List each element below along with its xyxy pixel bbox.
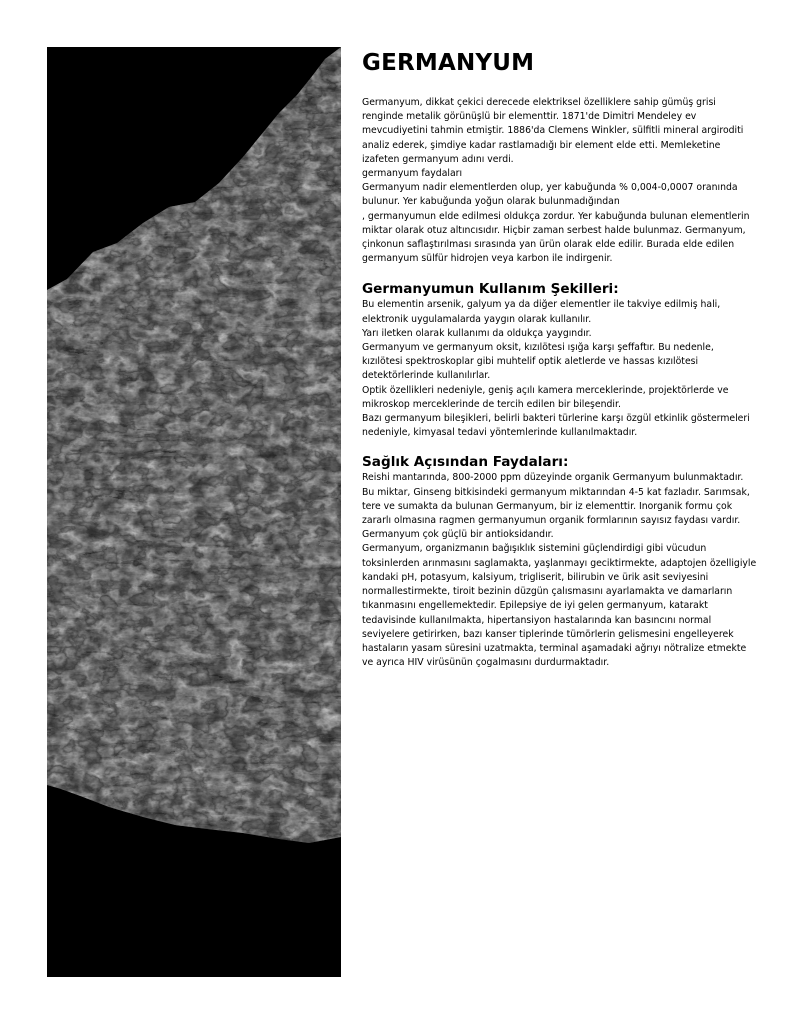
usage-paragraph: Optik özellikleri nedeniyle, geniş açılı kamera merceklerinde, projektörlerde ve mikroskop merceklerinde de tercih edilen bir bileşendir. (362, 384, 729, 410)
usage-paragraph: Yarı iletken olarak kullanımı da oldukça yaygındır. (362, 327, 592, 339)
section-heading-health: Sağlık Açısından Faydaları: (362, 454, 569, 471)
intro-paragraph: , germanyumun elde edilmesi oldukça zordur. Yer kabuğunda bulunan elementlerin miktar olarak otuz altıncısıdır. Hiçbir zaman serbest halde bulunmaz. Germanyum, çinkonun saflaştırılması sırasında yan ürün olarak elde edilir. Burada elde edilen germanyum sülfür hidrojen veya karbon ile indirgenir. (362, 210, 750, 265)
intro-paragraph: Germanyum, dikkat çekici derecede elektriksel özelliklere sahip gümüş grisi renginde metalik görünüşlü bir elementtir. 1871'de Dimitri Mendeley ev mevcudiyetini tahmin etmiştir. 1886'da Clemens Winkler, sülfitli mineral argiroditi analiz ederek, şimdiye kadar rastlamadığı bir element elde etti. Memleketine izafeten germanyum adını verdi. (362, 97, 744, 165)
usage-paragraph: Germanyum ve germanyum oksit, kızılötesi ışığa karşı şeffaftır. Bu nedenle, kızılötesi spektroskoplar gibi muhtelif optik aletlerde ve hassas kızılötesi detektörlerinde kullanılırlar. (362, 342, 714, 382)
intro-subheading: germanyum faydaları (362, 168, 463, 180)
germanium-mineral-photo (47, 47, 341, 977)
mineral-image (47, 47, 341, 977)
page-title: GERMANYUM (362, 50, 535, 76)
health-paragraph: Germanyum çok güçlü bir antioksidandır. (362, 529, 554, 541)
health-paragraph: Reishi mantarında, 800-2000 ppm düzeyinde organik Germanyum bulunmaktadır. Bu miktar, Ginseng bitkisindeki germanyum miktarından 4-5 kat fazladır. Sarımsak, tere ve sumakta da bulunan Germanyum, bir iz elementtir. Inorganik formu çok zararlı olmasına ragmen germanyumun organik formlarının sayısız faydası vardır. (362, 472, 750, 527)
health-paragraph: Germanyum, organizmanın bağışıklık sistemini güçlendirdigi gibi vücudun toksinlerden arınmasını saglamakta, yaşlanmayı geciktirmekte, adaptojen özelligiyle kandaki pH, potasyum, kalsiyum, trigliserit, bilirubin ve ürik asit seviyesini normallestirmekte, tiroit bezinin düzgün çalısmasını ayarlamakta ve damarların tıkanmasını engellemektedir. Epilepsiye de iyi gelen germanyum, katarakt tedavisinde kullanılmakta, hipertansiyon hastalarında kan basıncını normal seviyelere getirirken, bazı kanser tiplerinde tümörlerin gelismesini engelleyerek hastaların yasam süresini uzatmakta, terminal aşamadaki ağrıyı nötralize etmekte ve ayrıca HIV virüsünün çogalmasını durdurmaktadır. (362, 543, 757, 669)
usage-paragraph: Bazı germanyum bileşikleri, belirli bakteri türlerine karşı özgül etkinlik göstermeleri nedeniyle, kimyasal tedavi yöntemlerinde kullanılmaktadır. (362, 413, 750, 439)
section-heading-usage: Germanyumun Kullanım Şekilleri: (362, 281, 619, 298)
intro-paragraph: Germanyum nadir elementlerden olup, yer kabuğunda % 0,004-0,0007 oranında bulunur. Yer kabuğunda yoğun olarak bulunmadığından (362, 182, 738, 208)
usage-paragraph: Bu elementin arsenik, galyum ya da diğer elementler ile takviye edilmiş hali, elektronik uygulamalarda yaygın olarak kullanılır. (362, 299, 721, 325)
article (362, 48, 757, 670)
